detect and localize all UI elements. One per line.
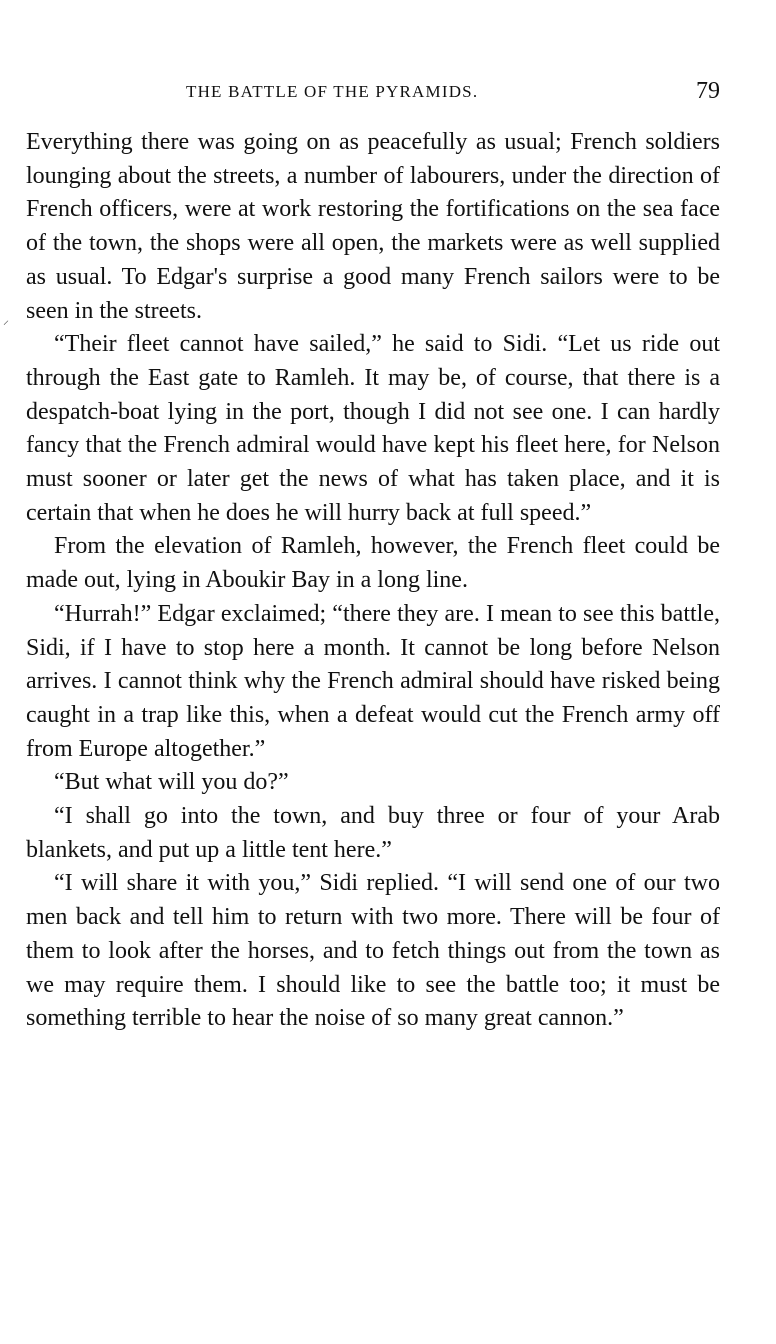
running-title: THE BATTLE OF THE PYRAMIDS. [186, 82, 479, 101]
paragraph: From the elevation of Ramleh, however, the French fleet could be made out, lying in Aboukir Bay in a long line. [26, 533, 720, 594]
paragraph: Everything there was going on as peacefully as usual; French soldiers lounging about the streets, a number of labourers, under the direction of French officers, were at work restoring the fortifications on the sea face of the town, the shops were all open, the markets were as well supplied as usual. To Edgar's surprise a good many French sailors were to be seen in the streets. [26, 129, 720, 324]
paragraph: “Hurrah!” Edgar exclaimed; “there they are. I mean to see this battle, Sidi, if I have to stop here a month. It cannot be long before Nelson arrives. I cannot think why the French admiral should have risked being caught in a trap like this, when a defeat would cut the French army off from Europe altogether.” [26, 600, 720, 762]
page-number: 79 [696, 78, 720, 104]
paragraph: “I shall go into the town, and buy three or four of your Arab blankets, and put up a little tent here.” [26, 803, 720, 863]
paragraph: “Their fleet cannot have sailed,” he said to Sidi. “Let us ride out through the East gate to Ramleh. It may be, of course, that there is a despatch-boat lying in the port, though I did not see one. I can hardly fancy that the French admiral would have kept his fleet here, for Nelson must sooner or later get the news of what has taken place, and it is certain that when he does he will hurry back at full speed.” [26, 331, 720, 526]
running-header [26, 78, 720, 108]
margin-mark: ⸝ [3, 313, 10, 327]
paragraph: “But what will you do?” [54, 769, 289, 796]
body-text [26, 126, 720, 1036]
paragraph: “I will share it with you,” Sidi replied. “I will send one of our two men back and tell him to return with two more. There will be four of them to look after the horses, and to fetch things out from the town as we may require them. I should like to see the battle too; it must be something terrible to hear the noise of so many great cannon.” [26, 870, 720, 1032]
